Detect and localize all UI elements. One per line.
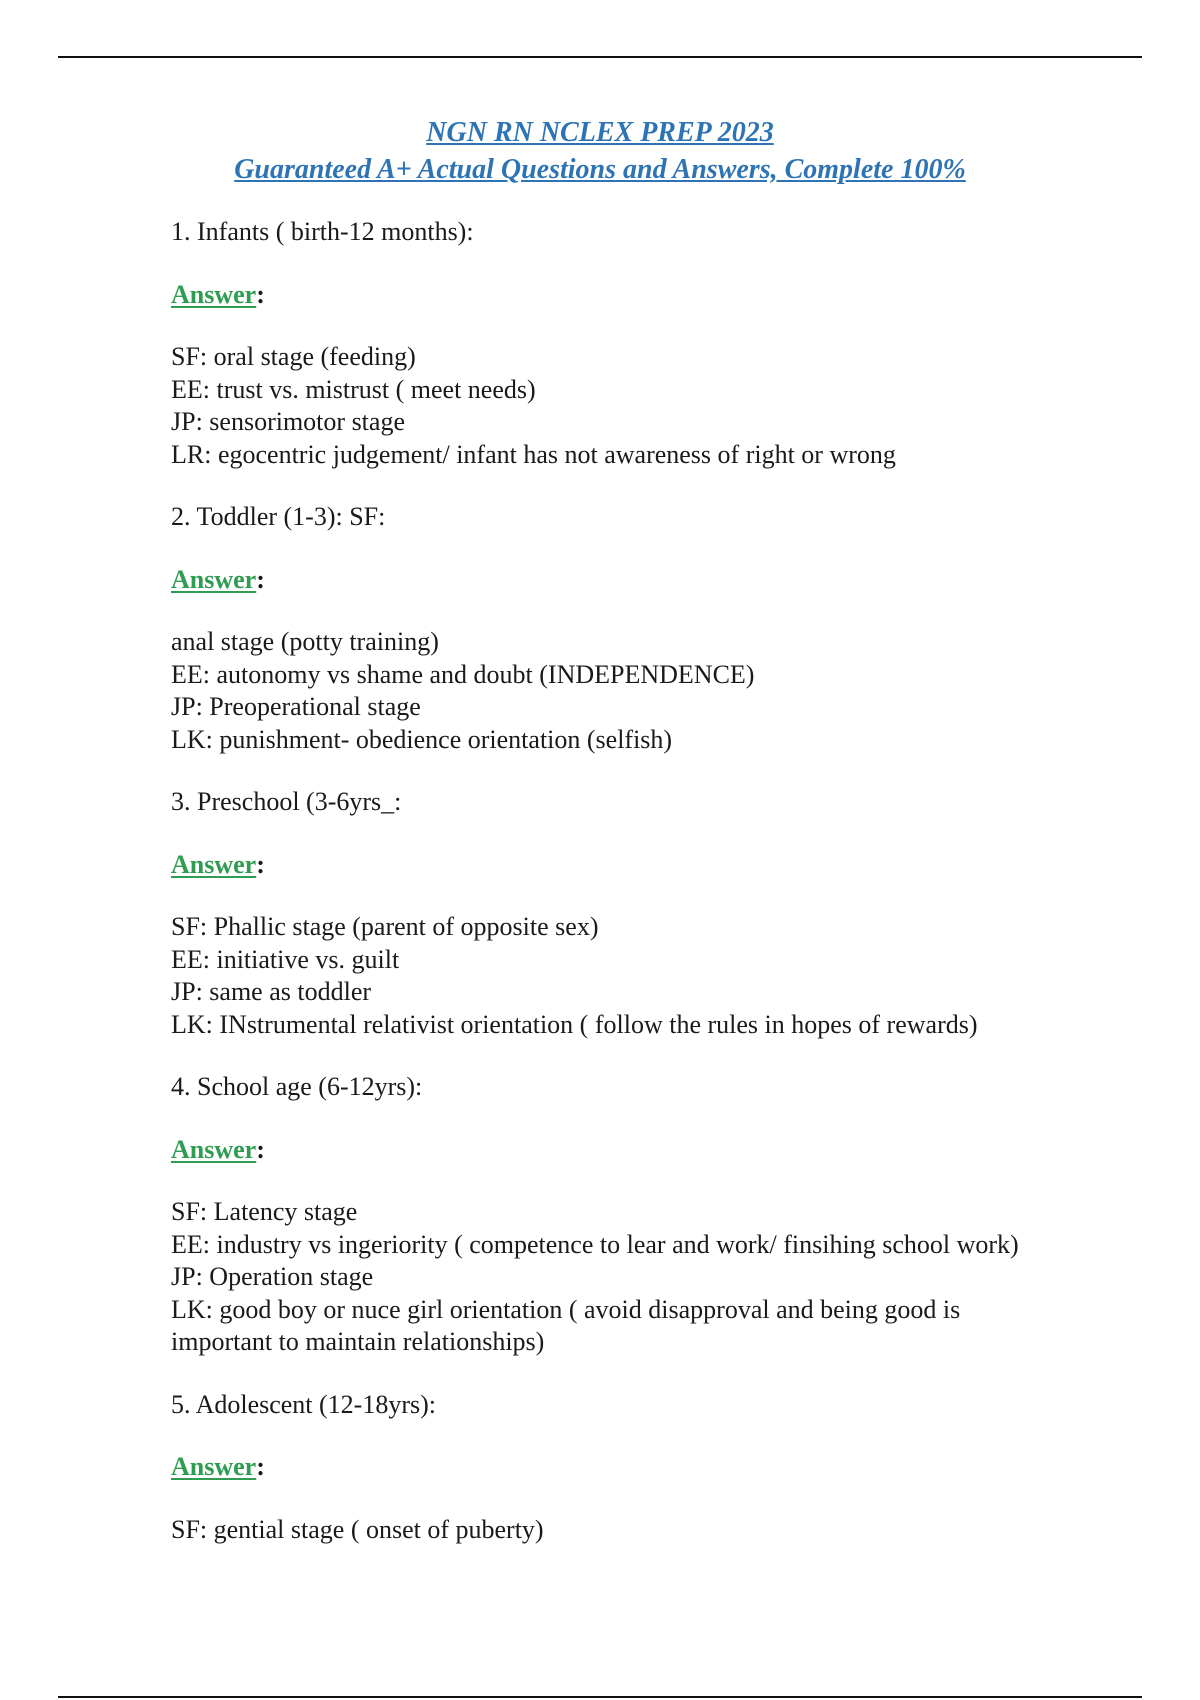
answer-line: EE: autonomy vs shame and doubt (INDEPENDENCE) [171, 659, 755, 689]
answer-5 [171, 1514, 1131, 1547]
question-3: 3. Preschool (3-6yrs_: [171, 787, 402, 816]
answer-3 [171, 911, 1131, 1041]
answer-label-2: Answer: [171, 564, 265, 594]
question-2: 2. Toddler (1-3): SF: [171, 502, 386, 531]
answer-line: LR: egocentric judgement/ infant has not awareness of right or wrong [171, 439, 896, 469]
answer-line: JP: Operation stage [171, 1262, 374, 1291]
question-1: 1. Infants ( birth-12 months): [171, 217, 474, 246]
question-5: 5. Adolescent (12-18yrs): [171, 1389, 437, 1419]
answer-label-1: Answer: [171, 279, 265, 309]
qa-item-2 [171, 501, 1131, 756]
document-subtitle: Guaranteed A+ Actual Questions and Answers, Complete 100% [234, 154, 966, 185]
answer-line: JP: sensorimotor stage [171, 407, 405, 436]
answer-line: LK: good boy or nuce girl orientation ( avoid disapproval and being good is [171, 1294, 961, 1324]
answer-label-4: Answer: [171, 1134, 265, 1164]
answer-line: JP: Preoperational stage [171, 692, 421, 721]
document-title: NGN RN NCLEX PREP 2023 [426, 117, 774, 148]
answer-line: SF: Phallic stage (parent of opposite sex) [171, 912, 599, 941]
answer-1 [171, 341, 1131, 471]
answer-line: LK: INstrumental relativist orientation ( follow the rules in hopes of rewards) [171, 1009, 978, 1039]
top-rule [58, 56, 1142, 58]
answer-line: SF: gential stage ( onset of puberty) [171, 1514, 544, 1544]
answer-4 [171, 1196, 1131, 1359]
question-4: 4. School age (6-12yrs): [171, 1072, 423, 1101]
answer-line: LK: punishment- obedience orientation (selfish) [171, 724, 673, 754]
answer-2 [171, 626, 1131, 756]
qa-item-3 [171, 786, 1131, 1041]
qa-item-1 [171, 216, 1131, 471]
qa-content [171, 216, 1131, 1576]
answer-line: SF: Latency stage [171, 1197, 358, 1226]
answer-line: important to maintain relationships) [171, 1327, 545, 1356]
answer-line: EE: initiative vs. guilt [171, 944, 400, 974]
answer-line: EE: industry vs ingeriority ( competence to lear and work/ finsihing school work) [171, 1229, 1019, 1259]
answer-label-3: Answer: [171, 849, 265, 879]
answer-line: anal stage (potty training) [171, 627, 439, 656]
answer-line: SF: oral stage (feeding) [171, 342, 416, 371]
answer-line: JP: same as toddler [171, 977, 372, 1006]
answer-line: EE: trust vs. mistrust ( meet needs) [171, 374, 536, 404]
qa-item-4 [171, 1071, 1131, 1359]
bottom-rule [58, 1696, 1142, 1698]
qa-item-5 [171, 1389, 1131, 1547]
answer-label-5: Answer: [171, 1452, 265, 1481]
